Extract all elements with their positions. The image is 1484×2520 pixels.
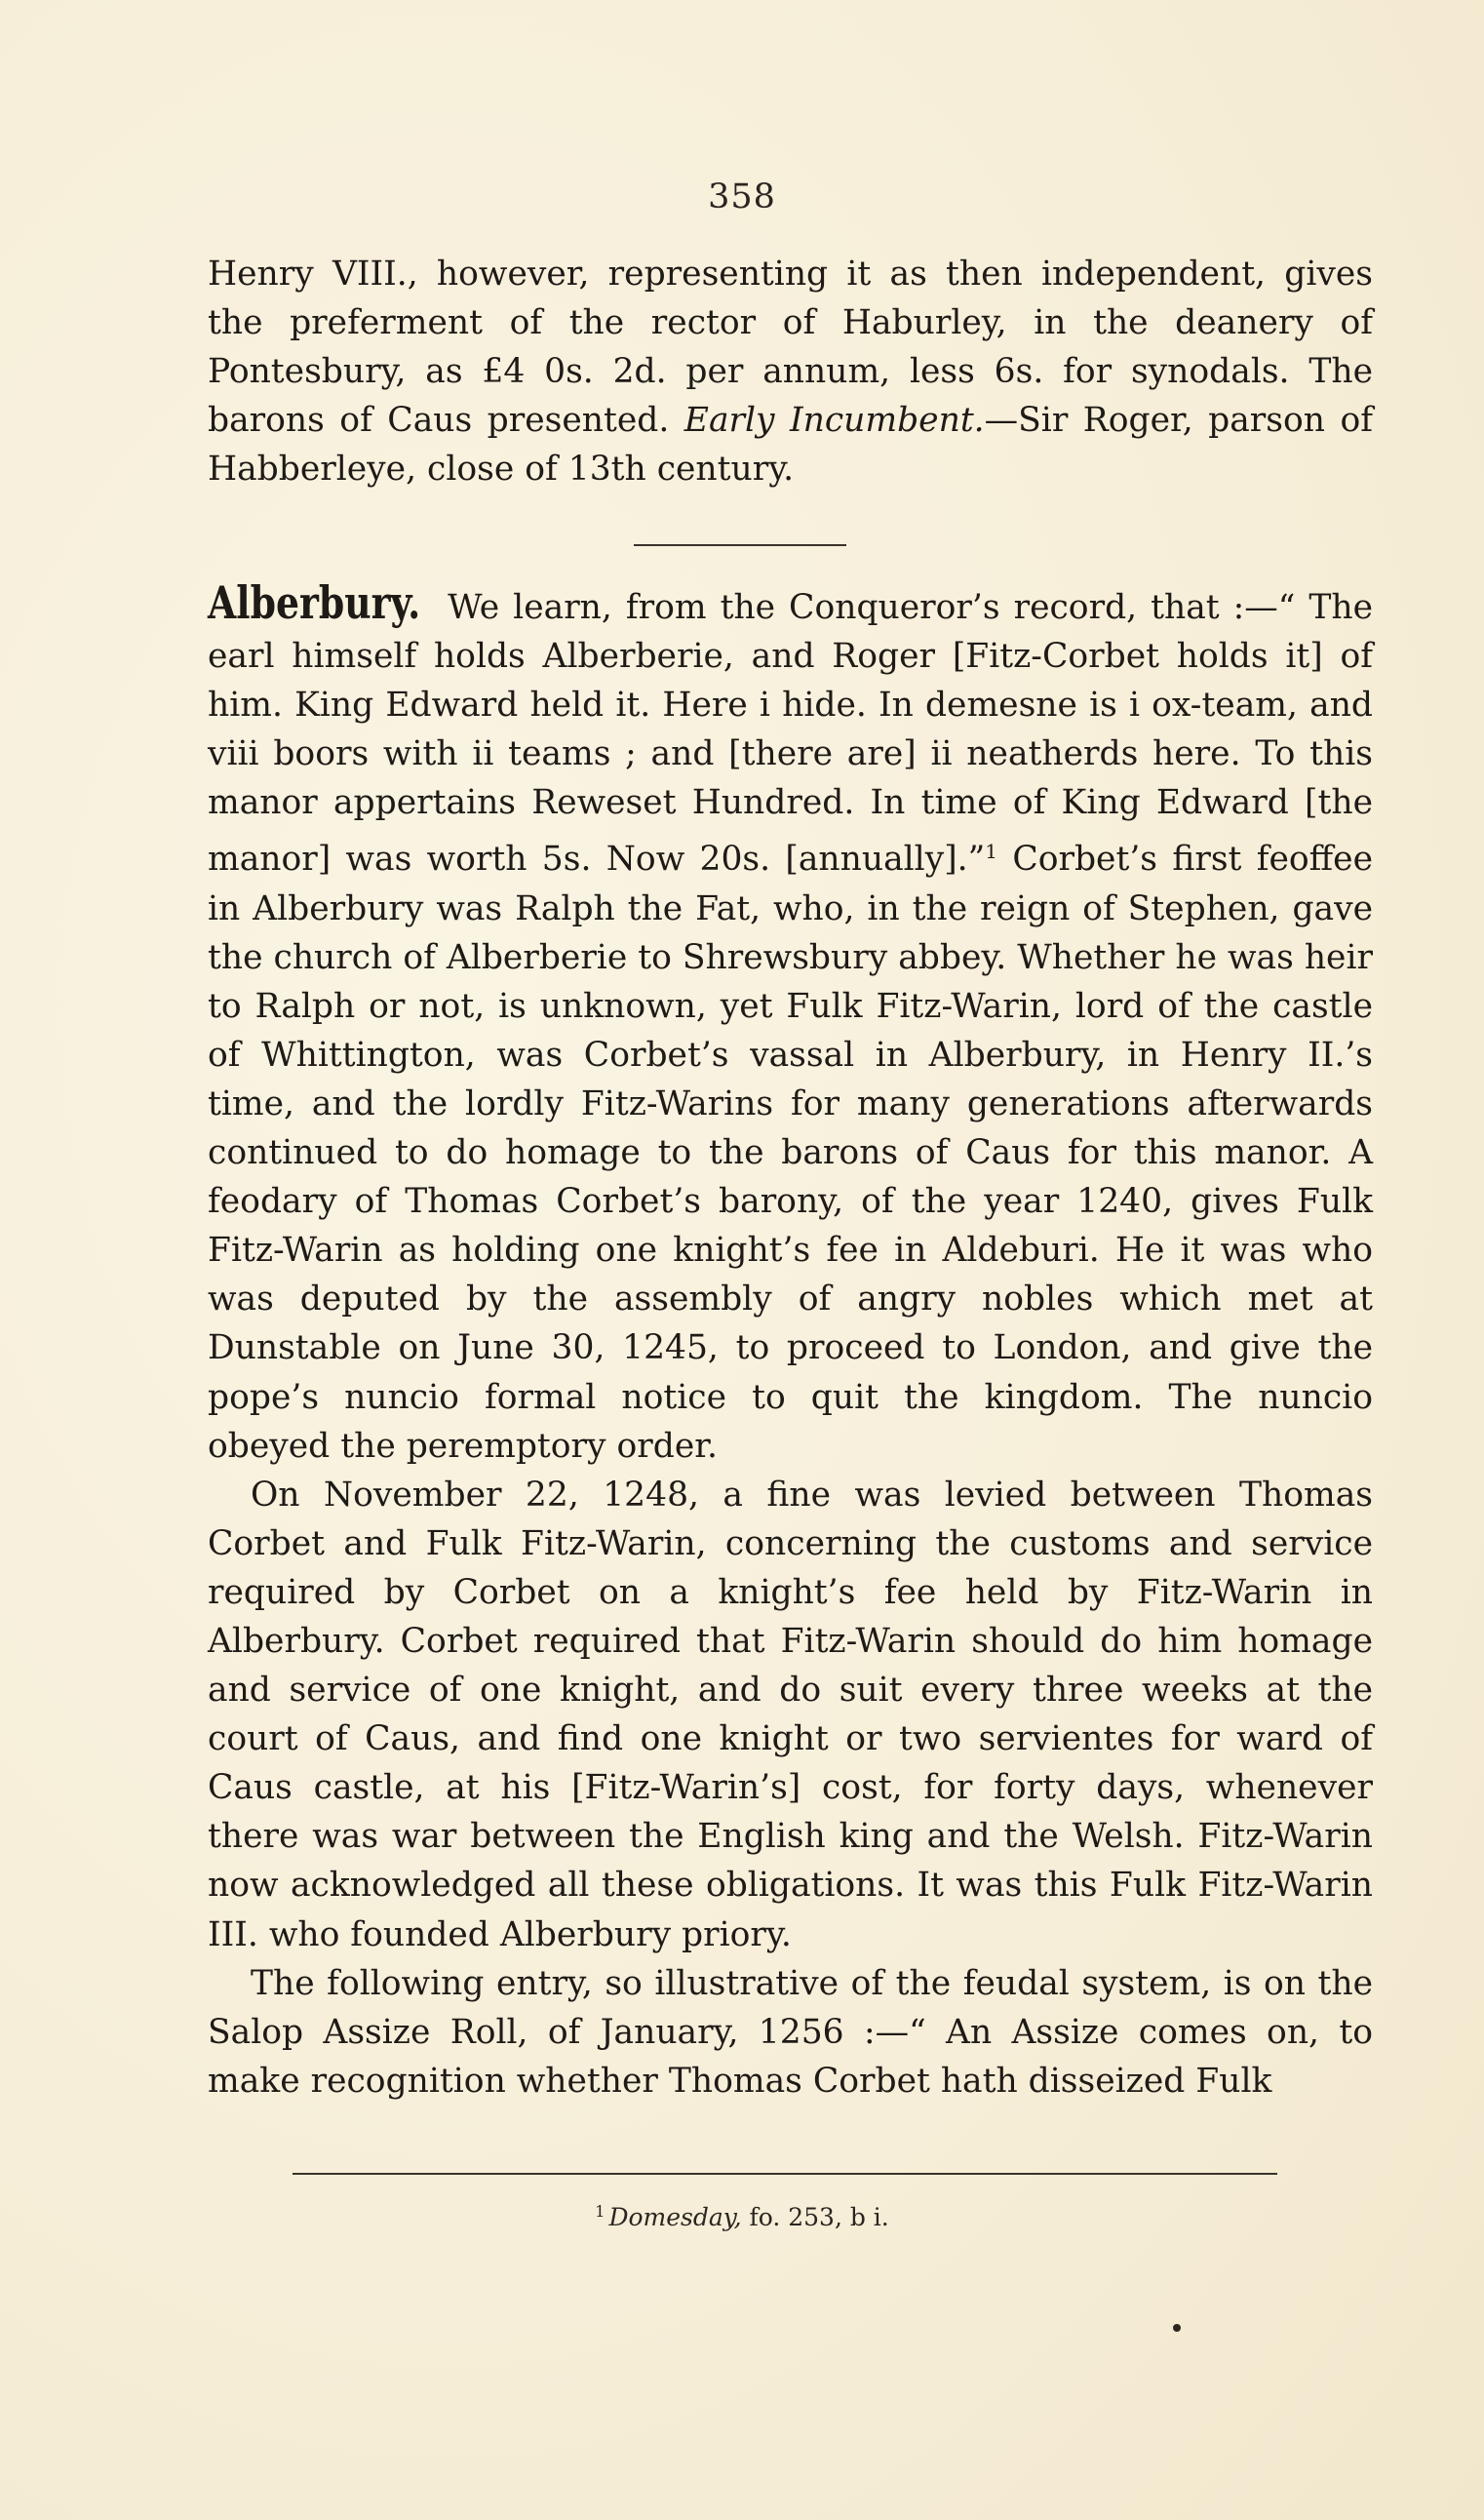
footnote [0, 2202, 1484, 2231]
section-heading: Alberbury. [208, 576, 421, 629]
footnote-source: Domesday, [608, 2203, 742, 2231]
continuation-paragraph [208, 250, 1373, 493]
page-number: 358 [708, 177, 776, 217]
continuation-text: Henry VIII., however, representing it as then independent, gives the preferment of the rector of Haburley, in the deanery of Pontesbury, as £4 0s. 2d. per annum, less 6s. for synodals. The barons of Caus presented. [208, 255, 1373, 441]
continuation-text-end: —Sir Roger, parson of Habberleye, close of 13th century. [208, 401, 1373, 490]
footnote-reference: 1 [985, 840, 998, 864]
footnote-ref: fo. 253, b i. [741, 2203, 889, 2231]
section-divider [634, 544, 846, 546]
footnote-mark: 1 [595, 2202, 605, 2221]
paragraph-2: On November 22, 1248, a fine was levied between Thomas Corbet and Fulk Fitz-Warin, concerning the customs and service required by Corbet on a knight’s fee held by Fitz-Warin in Alberbury. Corbet required that Fitz-Warin should do him homage and service of one knight, and do suit every three weeks at the court of Caus, and find one knight or two servientes for ward of Caus castle, at his [Fitz-Warin’s] cost, for forty days, whenever there was war between the English king and the Welsh. Fitz-Warin now acknowledged all these obligations. It was this Fulk Fitz-Warin III. who founded Alberbury priory. [208, 1475, 1373, 1954]
paragraph-3: The following entry, so illustrative of the feudal system, is on the Salop Assize Roll, of January, 1256 :—“ An Assize comes on, to make recognition whether Thomas Corbet hath disseized Fulk [208, 1963, 1373, 2101]
footnote-divider [293, 2173, 1277, 2175]
paragraph-1-text-cont: Corbet’s first feoffee in Alberbury was Ralph the Fat, who, in the reign of Stephen, gave the church of Alberberie to Shrewsbury abbey. Whether he was heir to Ralph or not, is unknown, yet Fulk Fitz-Warin, lord of the castle of Whittington, was Corbet’s vassal in Alberbury, in Henry II.’s time, and the lordly Fitz-Warins for many generations afterwards continued to do homage to the barons of Caus for this manor. A feodary of Thomas Corbet’s barony, of the year 1240, gives Fulk Fitz-Warin as holding one knight’s fee in Aldeburi. He it was who was deputed by the assembly of angry nobles which met at Dunstable on June 30, 1245, to proceed to London, and give the pope’s nuncio formal notice to quit the kingdom. The nuncio obeyed the peremptory order. [208, 840, 1373, 1466]
alberbury-section [208, 576, 1373, 2106]
early-incumbent-label: Early Incumbent. [683, 401, 985, 441]
paper-speck [1173, 2324, 1181, 2332]
paragraph-1-text: We learn, from the Conqueror’s record, that :—“ The earl himself holds Alberberie, and Roger [Fitz-Corbet holds it] of him. King Edward held it. Here i hide. In demesne is i ox-team, and viii boors with ii teams ; and [there are] ii neatherds here. To this manor appertains Reweset Hundred. In time of King Edward [the manor] was worth 5s. Now 20s. [annually].” [208, 588, 1373, 880]
